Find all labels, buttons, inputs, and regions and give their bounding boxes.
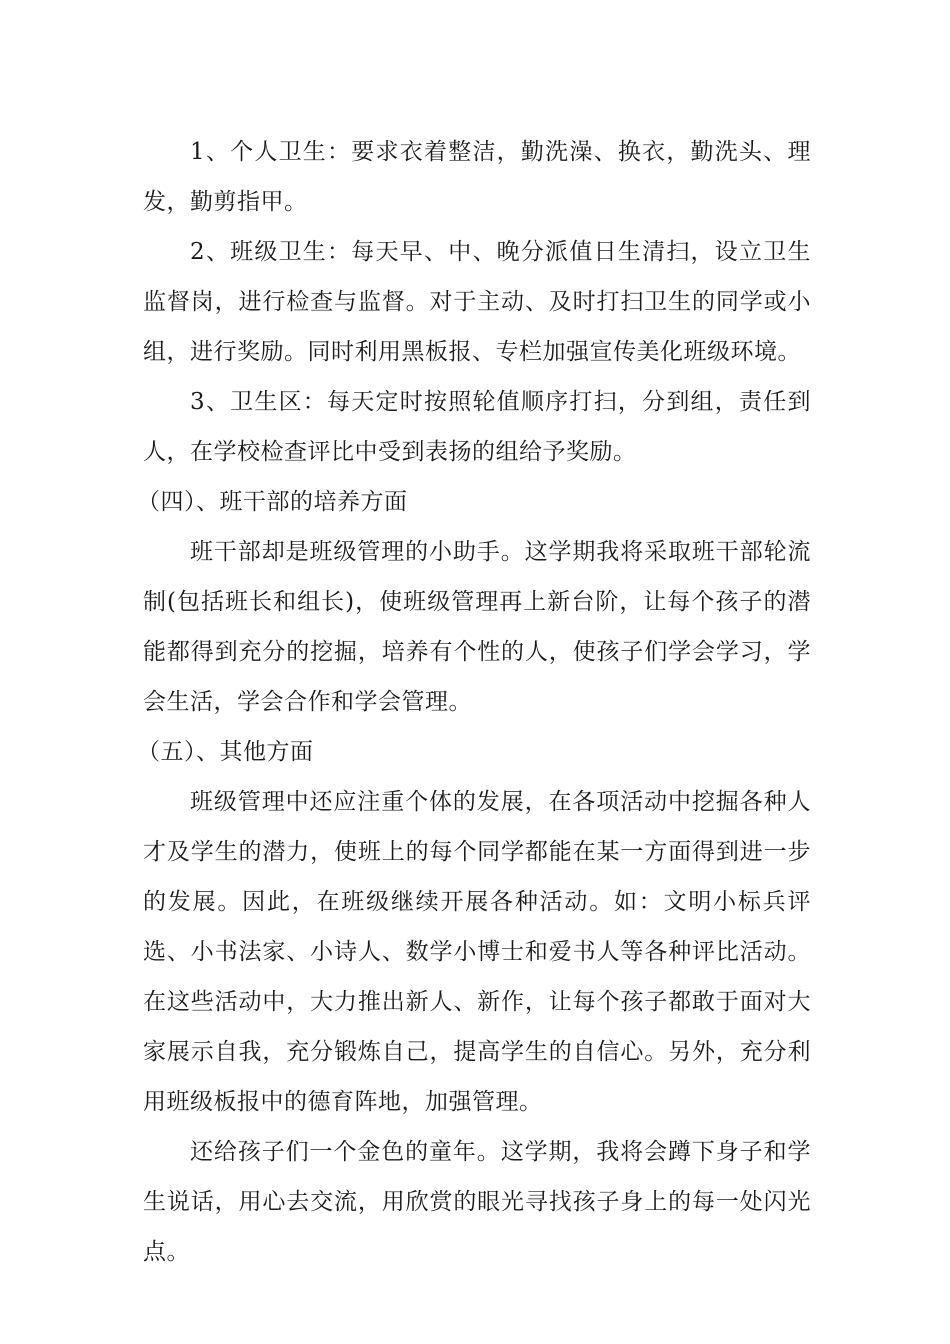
- paragraph-class-hygiene: 2、班级卫生：每天早、中、晚分派值日生清扫，设立卫生监督岗，进行检查与监督。对于主动、及时打扫卫生的同学或小组，进行奖励。同时利用黑板报、专栏加强宣传美化班级环境。: [143, 239, 811, 365]
- paragraph-golden-childhood: 还给孩子们一个金色的童年。这学期，我将会蹲下身子和学生说话，用心去交流，用欣赏的眼光寻找孩子身上的每一处闪光点。: [143, 1139, 811, 1265]
- paragraph-personal-hygiene: 1、个人卫生：要求衣着整洁，勤洗澡、换衣，勤洗头、理发，勤剪指甲。: [143, 139, 811, 215]
- section-heading-class-cadres: （四）、班干部的培养方面: [137, 489, 408, 515]
- document-page: [137, 127, 811, 1277]
- section-heading-other: （五）、其他方面: [137, 739, 314, 765]
- paragraph-other-aspects: 班级管理中还应注重个体的发展，在各项活动中挖掘各种人才及学生的潜力，使班上的每个同学都能在某一方面得到进一步的发展。因此，在班级继续开展各种活动。如：文明小标兵评选、小书法家、小诗人、数学小博士和爱书人等各种评比活动。在这些活动中，大力推出新人、新作，让每个孩子都敢于面对大家展示自我，充分锻炼自己，提高学生的自信心。另外，充分利用班级板报中的德育阵地，加强管理。: [143, 789, 811, 1115]
- paragraph-hygiene-area: 3、卫生区：每天定时按照轮值顺序打扫，分到组，责任到人，在学校检查评比中受到表扬的组给予奖励。: [143, 389, 811, 465]
- paragraph-class-cadres: 班干部却是班级管理的小助手。这学期我将采取班干部轮流制(包括班长和组长)，使班级管理再上新台阶，让每个孩子的潜能都得到充分的挖掘，培养有个性的人，使孩子们学会学习，学会生活，学会合作和学会管理。: [143, 539, 811, 715]
